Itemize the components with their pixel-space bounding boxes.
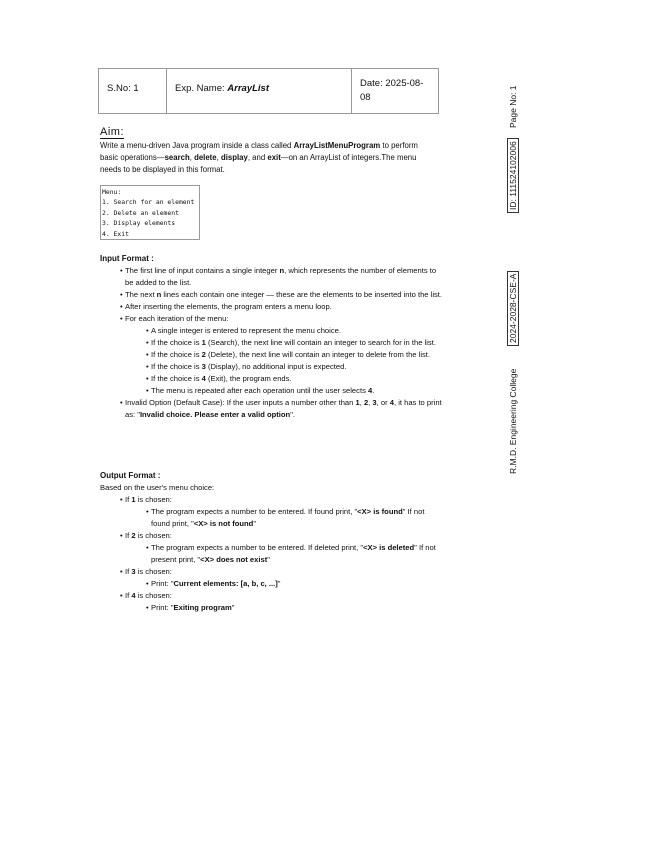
item-text: If xyxy=(125,531,132,540)
menu-line: 4. Exit xyxy=(102,229,129,238)
item-emph: Invalid choice. Please enter a valid option xyxy=(139,410,291,419)
item-text: (Delete), the next line will contain an integer to delete from the list. xyxy=(205,350,431,359)
list-item xyxy=(100,566,445,578)
item-emph: 2 xyxy=(201,350,206,359)
aim-op-display: display xyxy=(220,153,248,162)
item-emph: is not found xyxy=(207,519,254,528)
menu-code-box xyxy=(100,185,200,240)
item-emph: 4 xyxy=(367,386,373,395)
item-emph: 1 xyxy=(355,398,360,407)
item-text: For each iteration of the menu: xyxy=(125,314,229,323)
exp-name-value: ArrayList xyxy=(227,83,269,94)
sub-list-item xyxy=(100,337,445,349)
bullet: • xyxy=(146,326,149,335)
menu-line: Menu: xyxy=(102,188,122,196)
list-item xyxy=(100,301,445,313)
exp-name-label: Exp. Name: xyxy=(175,83,228,94)
input-format-heading xyxy=(100,254,154,263)
item-emph: <X> xyxy=(363,543,378,552)
student-id xyxy=(508,138,518,213)
output-format-heading xyxy=(100,471,160,480)
input-format-list xyxy=(100,265,445,421)
item-text: If the choice is xyxy=(151,374,202,383)
list-item xyxy=(100,590,445,602)
item-emph: <X> xyxy=(200,555,215,564)
item-emph: Current elements: [a, b, c, ...] xyxy=(173,579,278,588)
item-text: " xyxy=(267,555,270,564)
item-text: ". xyxy=(290,410,295,419)
item-text: The next xyxy=(125,290,157,299)
item-emph: 1 xyxy=(131,495,136,504)
date-cell xyxy=(352,69,438,113)
sub-list-item xyxy=(100,373,445,385)
item-text: If xyxy=(125,495,132,504)
item-emph: 2 xyxy=(363,398,369,407)
item-text: After inserting the elements, the program enters a menu loop. xyxy=(125,302,332,311)
bullet: • xyxy=(120,314,123,323)
item-text: Print: " xyxy=(151,603,174,612)
item-text: is chosen: xyxy=(135,531,172,540)
item-text: If the choice is xyxy=(151,350,202,359)
list-item xyxy=(100,397,445,421)
input-format-heading-text: Input Format : xyxy=(100,254,154,263)
batch-label xyxy=(508,271,518,346)
sub-list-item xyxy=(100,602,445,614)
item-text: (Display), no additional input is expected. xyxy=(205,362,347,371)
bullet: • xyxy=(120,591,123,600)
aim-op-exit: exit xyxy=(267,153,281,162)
aim-sep: , and xyxy=(247,153,268,162)
item-emph: is deleted xyxy=(377,543,415,552)
exp-name-cell xyxy=(167,69,352,113)
item-text: is chosen: xyxy=(135,567,172,576)
list-item xyxy=(100,289,445,301)
item-text: , it has to print as: " xyxy=(125,398,442,419)
item-text: lines each contain one integer — these are the elements to be inserted into the list. xyxy=(161,290,443,299)
date-line-1: Date: 2025-08- xyxy=(360,78,424,89)
item-emph: 3 xyxy=(372,398,377,407)
bullet: • xyxy=(146,350,149,359)
bullet: • xyxy=(146,507,149,516)
item-text: Print: " xyxy=(151,579,174,588)
item-emph: is found xyxy=(371,507,403,516)
output-format-list xyxy=(100,482,445,614)
item-text: . xyxy=(372,386,375,395)
college-text: R.M.D. Engineering College xyxy=(508,368,518,474)
item-text: is chosen: xyxy=(135,495,172,504)
item-text: " xyxy=(253,519,257,528)
item-text: The program expects a number to be entered. If found print, " xyxy=(151,507,358,516)
item-text: , or xyxy=(376,398,390,407)
sub-list-item xyxy=(100,349,445,361)
item-emph: 4 xyxy=(389,398,394,407)
item-emph: 4 xyxy=(131,591,136,600)
aim-heading xyxy=(100,126,124,138)
sub-list-item xyxy=(100,542,445,566)
aim-op-search: search xyxy=(164,153,190,162)
header-table xyxy=(98,68,439,114)
aim-text-2: to perform basic operations— xyxy=(100,141,418,162)
bullet: • xyxy=(120,495,123,504)
item-emph: 2 xyxy=(131,531,136,540)
sub-list-item xyxy=(100,578,445,590)
page-number-text: Page No: 1 xyxy=(508,85,518,128)
list-item xyxy=(100,265,445,289)
item-emph: 3 xyxy=(131,567,136,576)
sub-list-item xyxy=(100,361,445,373)
menu-line: 3. Display elements xyxy=(102,219,176,228)
item-text: If xyxy=(125,567,132,576)
item-emph: <X> xyxy=(357,507,372,516)
output-intro: Based on the user's menu choice: xyxy=(100,483,215,492)
item-emph: n xyxy=(279,266,285,275)
bullet: • xyxy=(146,543,149,552)
item-text: (Search), the next line will contain an integer to search for in the list. xyxy=(205,338,436,347)
item-text: If xyxy=(125,591,132,600)
menu-line: 1. Search for an element xyxy=(102,198,195,207)
item-text: The first line of input contains a single integer xyxy=(125,266,280,275)
item-text: The menu is repeated after each operation until the user selects xyxy=(151,386,368,395)
sub-list-item xyxy=(100,385,445,397)
item-emph: n xyxy=(156,290,162,299)
menu-line: 2. Delete an element xyxy=(102,208,179,217)
item-text: , which represents the number of elements to be added to the list. xyxy=(125,266,437,287)
list-item xyxy=(100,313,445,325)
sub-list-item xyxy=(100,506,445,530)
item-emph: 3 xyxy=(201,362,206,371)
item-text: If the choice is xyxy=(151,362,202,371)
bullet: • xyxy=(120,302,123,311)
item-text: " If not present print, " xyxy=(151,543,436,564)
item-emph: 1 xyxy=(201,338,206,347)
batch-text: 2024-2028-CSE-A xyxy=(507,271,519,346)
item-text: (Exit), the program ends. xyxy=(205,374,292,383)
bullet: • xyxy=(120,531,123,540)
page-number xyxy=(508,85,518,128)
item-text: , xyxy=(359,398,364,407)
output-format-heading-text: Output Format : xyxy=(100,471,161,480)
bullet: • xyxy=(120,266,123,275)
item-text: " xyxy=(277,579,281,588)
item-text: Invalid Option (Default Case): If the user inputs a number other than xyxy=(125,398,356,407)
bullet: • xyxy=(146,579,149,588)
item-emph: 4 xyxy=(201,374,206,383)
bullet: • xyxy=(120,398,123,407)
bullet: • xyxy=(146,362,149,371)
aim-sep: , xyxy=(216,153,221,162)
bullet: • xyxy=(146,386,149,395)
list-item xyxy=(100,530,445,542)
list-item xyxy=(100,494,445,506)
aim-text-1: Write a menu-driven Java program inside a class called xyxy=(100,141,294,150)
item-text: If the choice is xyxy=(151,338,202,347)
bullet: • xyxy=(146,338,149,347)
item-emph: Exiting program xyxy=(173,603,232,612)
item-text: A single integer is entered to represent the menu choice. xyxy=(151,326,341,335)
bullet: • xyxy=(120,290,123,299)
item-text: , xyxy=(368,398,373,407)
aim-sep: , xyxy=(189,153,195,162)
college-name xyxy=(508,369,518,474)
bullet: • xyxy=(146,374,149,383)
aim-paragraph xyxy=(100,140,430,176)
aim-heading-text: Aim: xyxy=(100,126,124,138)
aim-text-3: —on an ArrayList of integers.The menu needs to be displayed in this format. xyxy=(100,153,417,174)
sno-cell xyxy=(99,69,167,113)
sub-list-item xyxy=(100,325,445,337)
aim-class-name: ArrayListMenuProgram xyxy=(293,141,381,150)
bullet: • xyxy=(120,567,123,576)
item-text: The program expects a number to be entered. If deleted print, " xyxy=(151,543,364,552)
item-emph: does not exist xyxy=(214,555,268,564)
bullet: • xyxy=(146,603,149,612)
item-text: " xyxy=(231,603,235,612)
aim-op-delete: delete xyxy=(194,153,217,162)
student-id-text: ID: 111524102006 xyxy=(507,138,519,213)
sno-text: S.No: 1 xyxy=(107,83,139,94)
item-text: " If not found print, " xyxy=(151,507,425,528)
item-emph: <X> xyxy=(193,519,208,528)
item-text: is chosen: xyxy=(135,591,172,600)
date-line-2: 08 xyxy=(360,92,371,103)
